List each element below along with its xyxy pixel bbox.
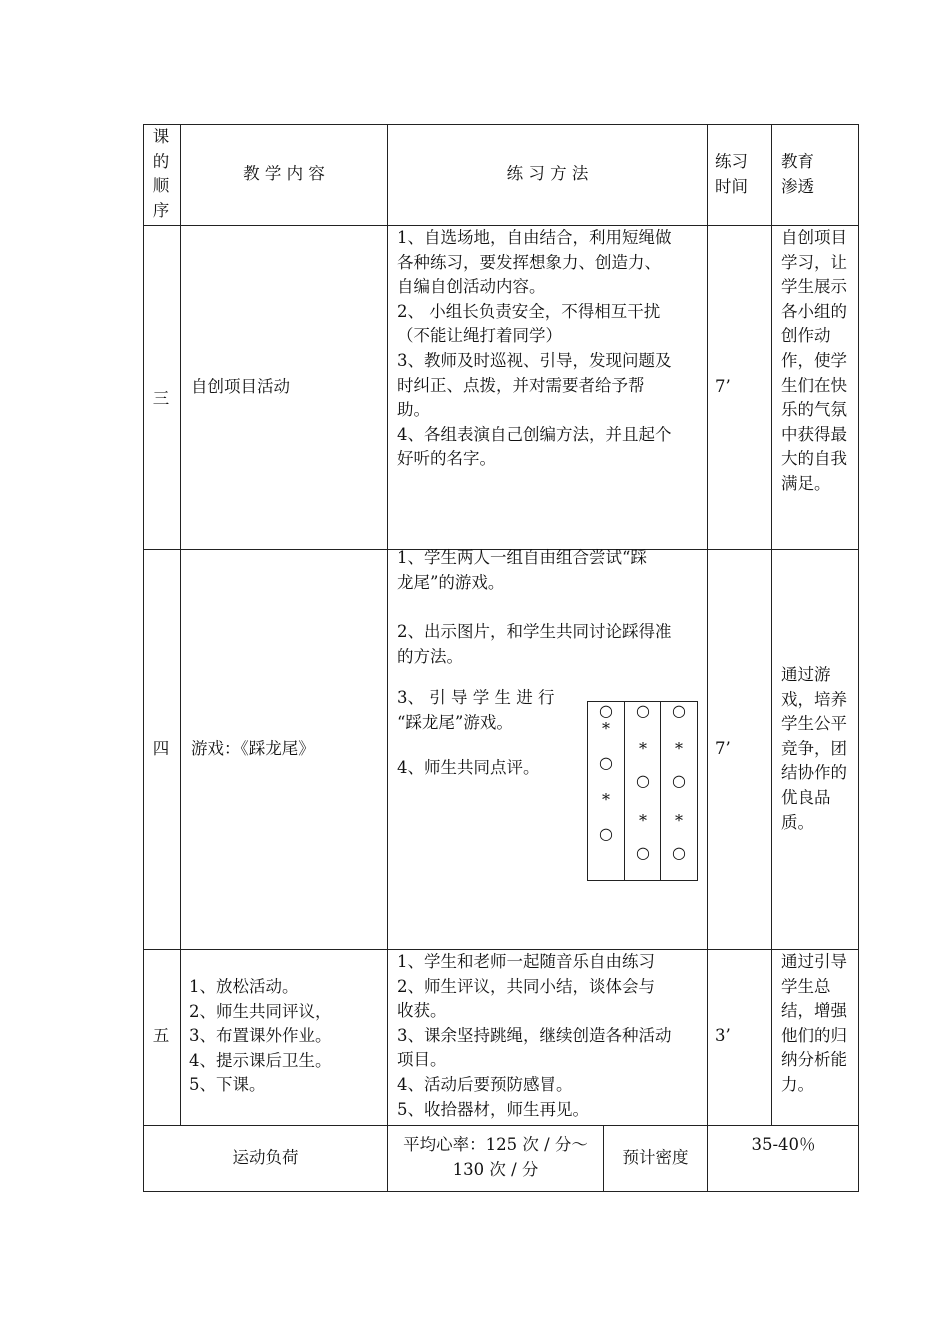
row-edu: 通过游戏，培养学生公平竞争，团结协作的优良品质。	[781, 665, 847, 832]
method-line: 4、师生共同点评。	[397, 758, 540, 777]
text-line: 1、学生和老师一起随音乐自由练习	[397, 952, 655, 971]
text-line: 2、师生评议，共同小结，谈体会与	[397, 976, 655, 996]
text-line: 项目。	[397, 1050, 447, 1070]
method-line: 3、 引 导 学 生 进 行	[397, 688, 555, 707]
header-method: 练 习 方 法	[506, 164, 589, 183]
col-divider	[387, 124, 388, 1192]
header-edu: 教育渗透	[781, 152, 814, 196]
header-order: 课的顺序	[152, 127, 170, 220]
text-line: 时纠正、点拨，并对需要者给予帮	[397, 375, 645, 395]
row-method	[397, 950, 672, 1122]
circle-mark: ○	[672, 843, 686, 862]
text-line: （不能让绳打着同学）	[397, 326, 562, 346]
method-line: 2、出示图片，和学生共同讨论踩得准	[397, 622, 672, 641]
formation-column	[624, 702, 661, 880]
row-content: 自创项目活动	[191, 377, 290, 396]
row-order: 四	[152, 739, 170, 758]
row-content: 游戏：《踩龙尾》	[191, 739, 315, 758]
star-mark: *	[639, 739, 647, 758]
circle-mark: ○	[636, 701, 650, 720]
star-mark: *	[602, 719, 610, 738]
col-divider	[707, 124, 708, 1192]
text-line: 各种练习，要发挥想象力、创造力、	[397, 252, 661, 272]
row-edu: 自创项目学习，让学生展示各小组的创作动作，使学生们在快乐的气氛中获得最大的自我满足。	[781, 228, 847, 493]
density-label: 预计密度	[622, 1148, 689, 1167]
row-time: 7’	[715, 377, 731, 396]
text-line: 2、师生共同评议，	[189, 1001, 332, 1021]
text-line: 4、活动后要预防感冒。	[397, 1074, 573, 1094]
row-time: 7’	[715, 739, 731, 758]
text-line: 收获。	[397, 1001, 447, 1021]
formation-column	[588, 702, 624, 880]
text-line: 3、布置课外作业。	[189, 1026, 332, 1046]
row-order: 三	[152, 389, 170, 408]
text-line: 好听的名字。	[397, 449, 496, 469]
text-line: 3、教师及时巡视、引导，发现问题及	[397, 350, 672, 370]
text-line: 1、自选场地，自由结合，利用短绳做	[397, 228, 672, 247]
header-content: 教 学 内 容	[243, 164, 325, 183]
circle-mark: ○	[636, 843, 650, 862]
text-line: 助。	[397, 400, 430, 420]
text-line: 1、放松活动。	[189, 977, 299, 996]
density-value: 35-40％	[751, 1135, 816, 1154]
circle-mark: ○	[599, 824, 613, 843]
row-divider	[143, 1125, 859, 1126]
formation-diagram	[587, 701, 698, 881]
star-mark: *	[675, 739, 683, 758]
text-line: 4、提示课后卫生。	[189, 1050, 332, 1070]
row-method	[397, 226, 672, 472]
method-line: “踩龙尾”游戏。	[397, 713, 513, 732]
col-divider	[771, 124, 772, 1125]
heart-rate: 平均心率：125 次 / 分～	[403, 1135, 588, 1154]
circle-mark: ○	[599, 753, 613, 772]
row-order: 五	[152, 1026, 170, 1045]
header-time: 练习时间	[715, 152, 748, 196]
formation-column	[660, 702, 697, 880]
star-mark: *	[639, 811, 647, 830]
circle-mark: ○	[599, 701, 613, 720]
text-line: 5、下课。	[189, 1075, 266, 1095]
text-line: 5、收拾器材，师生再见。	[397, 1099, 589, 1119]
row-time: 3’	[715, 1026, 731, 1045]
row-content	[189, 975, 332, 1098]
col-divider	[180, 124, 181, 1125]
row-edu: 通过引导学生总结，增强他们的归纳分析能力。	[781, 952, 847, 1094]
text-line: 3、课余坚持跳绳，继续创造各种活动	[397, 1025, 672, 1045]
text-line: 4、各组表演自己创编方法，并且起个	[397, 424, 672, 444]
text-line: 自编自创活动内容。	[397, 277, 546, 297]
circle-mark: ○	[636, 771, 650, 790]
text-line: 2、 小组长负责安全，不得相互干扰	[397, 301, 661, 321]
heart-rate: 130 次 / 分	[452, 1160, 539, 1179]
load-label: 运动负荷	[232, 1148, 299, 1167]
star-mark: *	[675, 811, 683, 830]
method-line: 的方法。	[397, 647, 463, 666]
circle-mark: ○	[672, 701, 686, 720]
method-line: 龙尾”的游戏。	[397, 573, 505, 592]
star-mark: *	[602, 790, 610, 809]
circle-mark: ○	[672, 771, 686, 790]
method-line: 1、学生两人一组自由组合尝试“踩	[397, 548, 647, 567]
